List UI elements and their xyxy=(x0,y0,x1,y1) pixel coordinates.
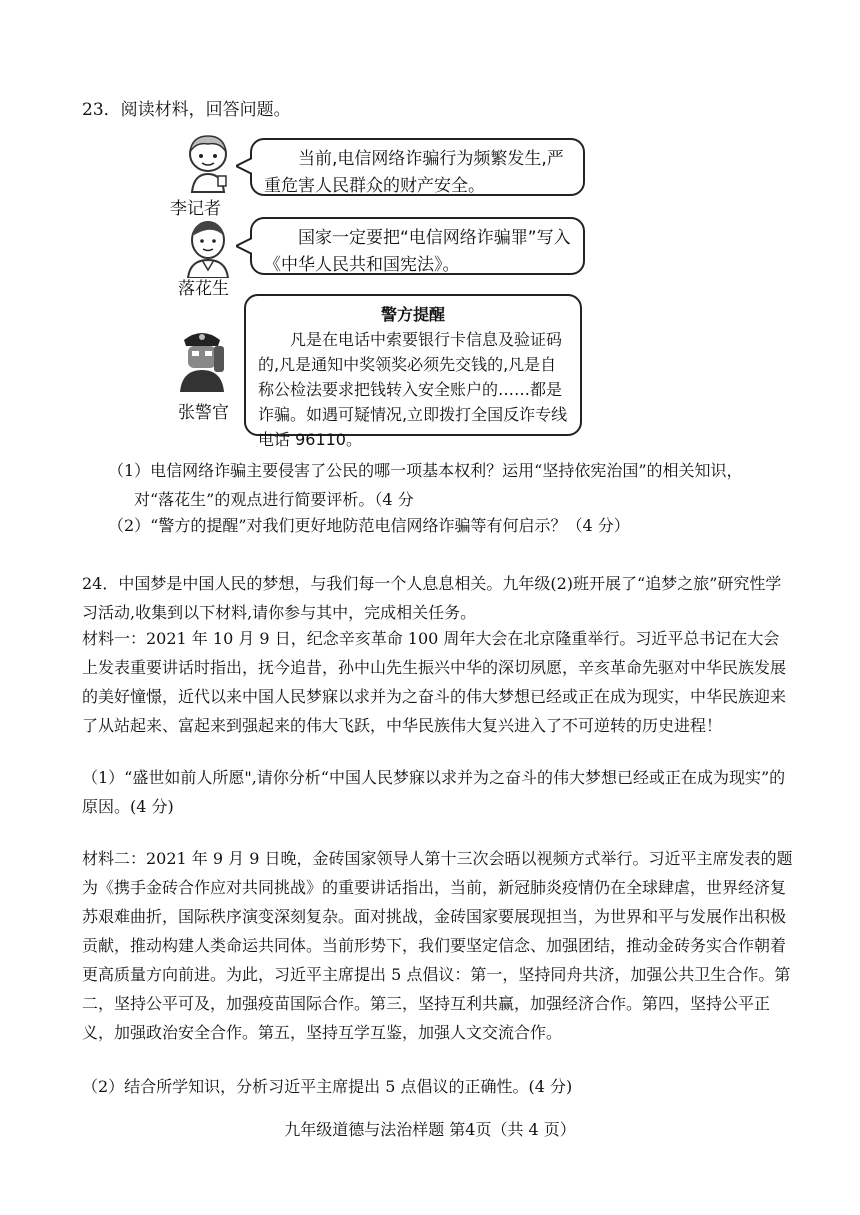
student-speech-text: 国家一定要把“电信网络诈骗罪”写入《中华人民共和国宪法》。 xyxy=(264,228,571,275)
q23-sub1-line1: （1）电信网络诈骗主要侵害了公民的哪一项基本权利？运用“坚持依宪治国”的相关知识， xyxy=(108,461,743,480)
speech-bubble-police xyxy=(244,294,582,449)
reporter-avatar-icon xyxy=(180,132,236,194)
police-officer-avatar-icon xyxy=(174,326,230,392)
person-name-police: 张警官 xyxy=(178,403,229,423)
q24-sub1: （1）“盛世如前人所愿",请你分析“中国人民梦寐以求并为之奋斗的伟大梦想已经或正在成为现实”的原因。(4 分) xyxy=(82,768,786,816)
question-23-heading: 23．阅读材料，回答问题。 xyxy=(82,100,291,120)
person-name-student: 落花生 xyxy=(178,279,229,299)
dialogue-figure xyxy=(160,130,590,449)
student-avatar-icon xyxy=(180,218,236,278)
page-footer: 九年级道德与法治样题 第4页（共 4 页） xyxy=(284,1120,576,1139)
q24-sub2: （2）结合所学知识，分析习近平主席提出 5 点倡议的正确性。(4 分) xyxy=(82,1077,573,1096)
speech-bubble-reporter xyxy=(250,138,585,196)
q24-intro: 24．中国梦是中国人民的梦想，与我们每一个人息息相关。九年级(2)班开展了“追梦之旅”研究性学习活动,收集到以下材料,请你参与其中，完成相关任务。 xyxy=(82,574,782,622)
q23-sub1-line2: 对“落花生”的观点进行简要评析。（4 分 xyxy=(134,490,414,509)
police-notice-title: 警方提醒 xyxy=(380,305,445,324)
q24-material1: 材料一：2021 年 10 月 9 日，纪念辛亥革命 100 周年大会在北京隆重举行。习近平总书记在大会上发表重要讲话时指出，抚今追昔，孙中山先生振兴中华的深切夙愿，辛亥革命先驱对中华民族发展的美好憧憬，近代以来中国人民梦寐以求并为之奋斗的伟大梦想已经或正在成为现实，中华民族迎来了从站起来、富起来到强起来的伟大飞跃，中华民族伟大复兴进入了不可逆转的历史进程！ xyxy=(82,629,787,735)
police-notice-text: 凡是在电话中索要银行卡信息及验证码的,凡是通知中奖领奖必须先交钱的,凡是自称公检法要求把钱转入安全账户的……都是诈骗。如遇可疑情况,立即拨打全国反诈专线电话 96110。 xyxy=(258,330,568,449)
speech-bubble-student xyxy=(250,217,585,275)
q24-material2: 材料二：2021 年 9 月 9 日晚，金砖国家领导人第十三次会晤以视频方式举行。习近平主席发表的题为《携手金砖合作应对共同挑战》的重要讲话指出，当前，新冠肺炎疫情仍在全球肆虐，世界经济复苏艰难曲折，国际秩序演变深刻复杂。面对挑战，金砖国家要展现担当，为世界和平与发展作出积极贡献，推动构建人类命运共同体。当前形势下，我们要坚定信念、加强团结，推动金砖务实合作朝着更高质量方向前进。为此，习近平主席提出 5 点倡议：第一，坚持同舟共济，加强公共卫生合作。第二，坚持公平可及，加强疫苗国际合作。第三，坚持互利共赢，加强经济合作。第四，坚持公平正义，加强政治安全合作。第五，坚持互学互鉴，加强人文交流合作。 xyxy=(82,849,793,1042)
person-name-reporter: 李记者 xyxy=(170,199,221,219)
q23-sub2: （2）“警方的提醒”对我们更好地防范电信网络诈骗等有何启示？（4 分） xyxy=(108,516,630,535)
bubble-tail-2 xyxy=(236,236,252,256)
bubble-tail-1 xyxy=(236,156,252,176)
reporter-speech-text: 当前,电信网络诈骗行为频繁发生,严重危害人民群众的财产安全。 xyxy=(264,149,564,196)
